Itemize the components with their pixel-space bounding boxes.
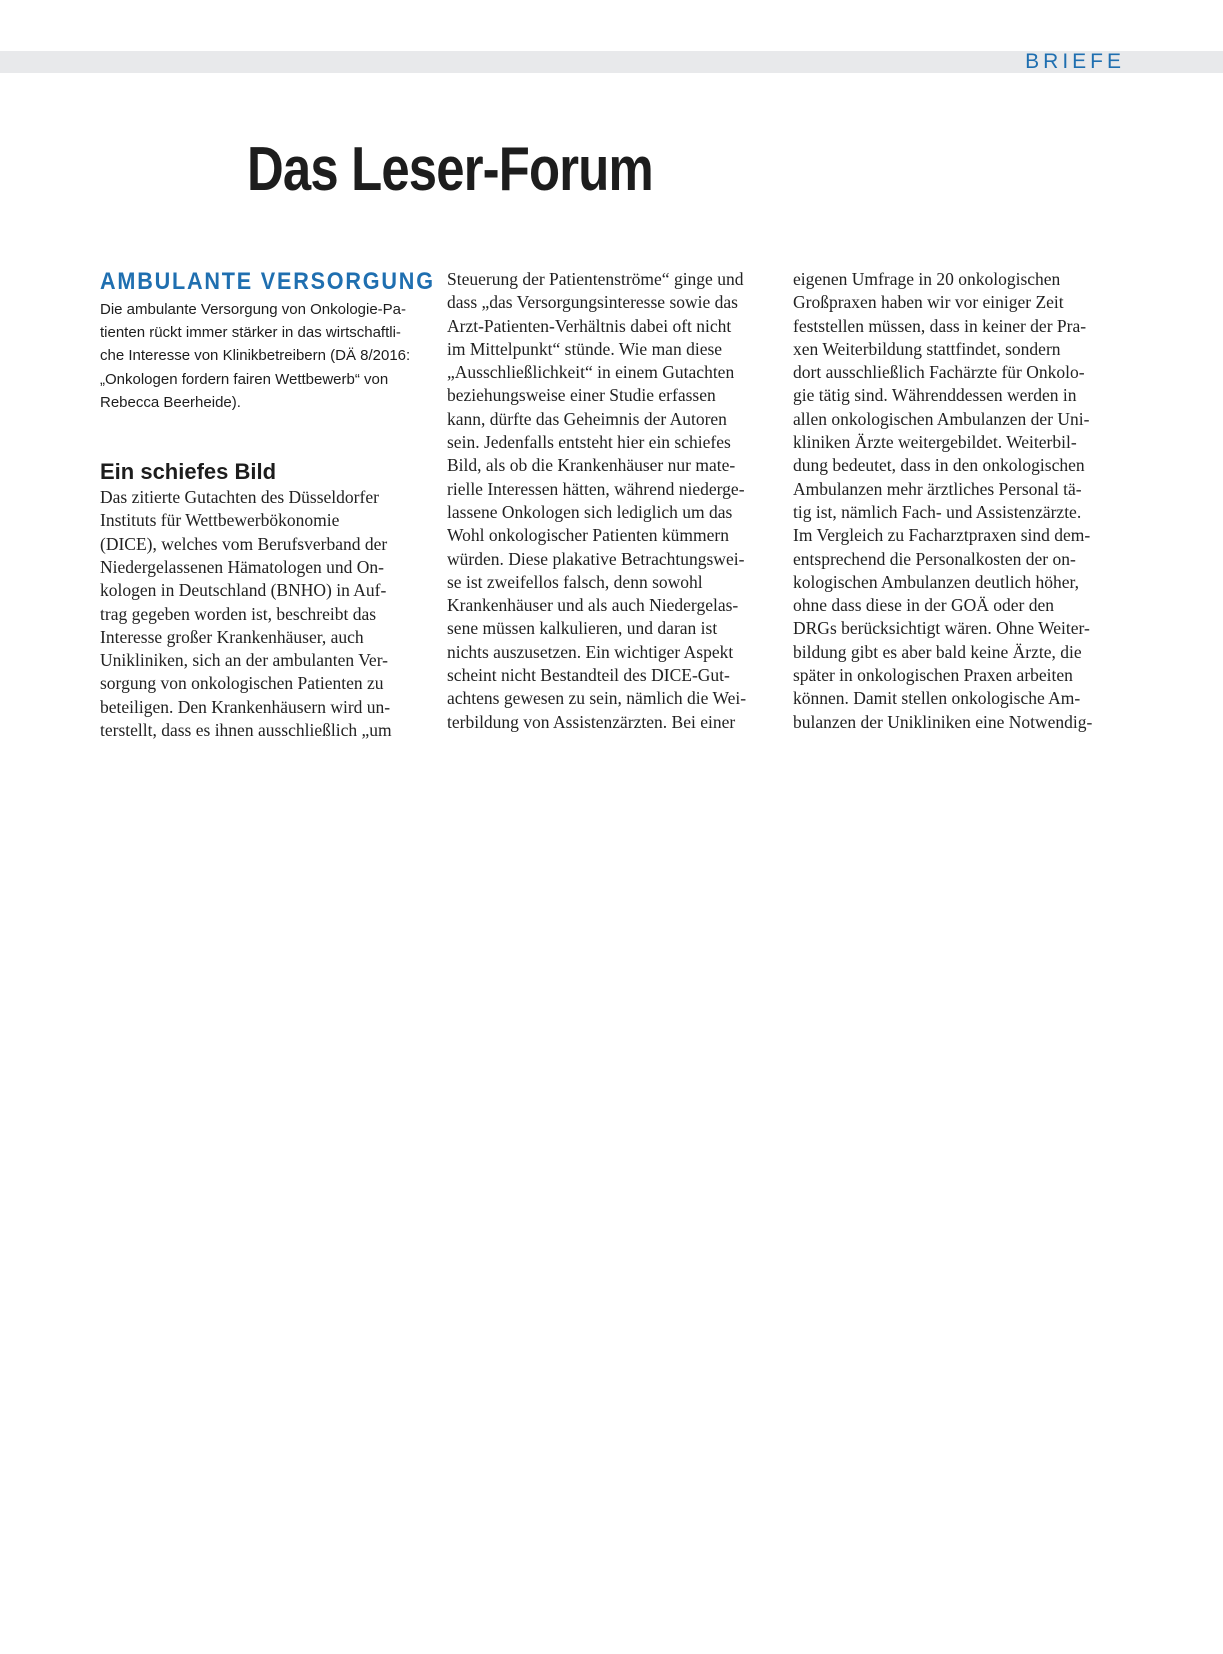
column-3 — [793, 268, 1123, 734]
body-line: sein. Jedenfalls entsteht hier ein schiefes — [447, 432, 731, 453]
section-label: BRIEFE — [1025, 50, 1125, 73]
body-line: tig ist, nämlich Fach- und Assistenzärzte. — [793, 501, 1082, 522]
lead-line: tienten rückt immer stärker in das wirtschaftli- — [100, 324, 401, 342]
lead-line: che Interesse von Klinikbetreibern (DÄ 8/2016: — [100, 347, 411, 365]
body-line: allen onkologischen Ambulanzen der Uni- — [793, 408, 1090, 429]
body-line: kologischen Ambulanzen deutlich höher, — [793, 571, 1080, 592]
body-line: sene müssen kalkulieren, und daran ist — [447, 618, 718, 639]
body-line: feststellen müssen, dass in keiner der Pra- — [793, 315, 1087, 336]
body-line: DRGs berücksichtigt wären. Ohne Weiter- — [793, 618, 1090, 639]
body-line: dort ausschließlich Fachärzte für Onkolo- — [793, 362, 1085, 383]
body-line: Instituts für Wettbewerbökonomie — [100, 510, 340, 531]
body-line: entsprechend die Personalkosten der on- — [793, 548, 1076, 569]
body-line: beteiligen. Den Krankenhäusern wird un- — [100, 696, 391, 717]
body-line: Wohl onkologischer Patienten kümmern — [447, 525, 729, 546]
letter-body-col-2 — [447, 268, 772, 734]
body-line: achtens gewesen zu sein, nämlich die Wei- — [447, 688, 747, 709]
body-line: se ist zweifellos falsch, denn sowohl — [447, 571, 703, 592]
body-line: eigenen Umfrage in 20 onkologischen — [793, 269, 1061, 289]
body-line: später in onkologischen Praxen arbeiten — [793, 665, 1073, 686]
topic-kicker: AMBULANTE VERSORGUNG — [100, 268, 435, 295]
body-line: Das zitierte Gutachten des Düsseldorfer — [100, 487, 379, 508]
column-2 — [447, 268, 772, 734]
body-line: bildung gibt es aber bald keine Ärzte, die — [793, 641, 1082, 662]
lead-line: Die ambulante Versorgung von Onkologie-Pa- — [100, 301, 407, 318]
body-line: trag gegeben worden ist, beschreibt das — [100, 603, 377, 624]
body-line: Steuerung der Patientenströme“ ginge und — [447, 269, 744, 289]
lead-line: Rebecca Beerheide). — [100, 393, 241, 411]
column-1 — [100, 268, 435, 742]
body-line: Niedergelassenen Hämatologen und On- — [100, 556, 384, 577]
letter-body-col-3 — [793, 268, 1123, 734]
body-line: kologen in Deutschland (BNHO) in Auf- — [100, 580, 387, 601]
body-line: scheint nicht Bestandteil des DICE-Gut- — [447, 665, 730, 686]
page-title: Das Leser-Forum — [247, 135, 653, 204]
body-line: würden. Diese plakative Betrachtungswei- — [447, 548, 745, 569]
body-line: beziehungsweise einer Studie erfassen — [447, 385, 716, 406]
body-line: rielle Interessen hätten, während niederge- — [447, 478, 745, 499]
body-line: sorgung von onkologischen Patienten zu — [100, 673, 384, 694]
letter-body-col-1 — [100, 486, 430, 742]
body-line: lassene Onkologen sich lediglich um das — [447, 501, 733, 522]
body-line: Im Vergleich zu Facharztpraxen sind dem- — [793, 525, 1091, 546]
body-line: Arzt-Patienten-Verhältnis dabei oft nicht — [447, 315, 732, 336]
body-line: kann, dürfte das Geheimnis der Autoren — [447, 408, 727, 429]
body-line: Unikliniken, sich an der ambulanten Ver- — [100, 650, 388, 671]
body-line: terstellt, dass es ihnen ausschließlich „um — [100, 719, 392, 740]
body-line: Ambulanzen mehr ärztliches Personal tä- — [793, 478, 1082, 499]
body-line: Krankenhäuser und als auch Niedergelas- — [447, 595, 739, 616]
body-line: xen Weiterbildung stattfindet, sondern — [793, 338, 1061, 359]
body-line: nichts auszusetzen. Ein wichtiger Aspekt — [447, 641, 734, 662]
body-line: „Ausschließlichkeit“ in einem Gutachten — [447, 362, 735, 383]
body-line: ohne dass diese in der GOÄ oder den — [793, 595, 1054, 616]
intro-lead — [100, 298, 430, 414]
body-line: Bild, als ob die Krankenhäuser nur mate- — [447, 455, 736, 476]
body-line: dass „das Versorgungsinteresse sowie das — [447, 292, 738, 313]
lead-line: „Onkologen fordern fairen Wettbewerb“ von — [100, 370, 389, 388]
body-line: Großpraxen haben wir vor einiger Zeit — [793, 292, 1064, 313]
body-line: können. Damit stellen onkologische Am- — [793, 688, 1081, 709]
body-line: (DICE), welches vom Berufsverband der — [100, 533, 388, 554]
letter-headline: Ein schiefes Bild — [100, 459, 277, 485]
body-line: dung bedeutet, dass in den onkologischen — [793, 455, 1085, 476]
body-line: kliniken Ärzte weitergebildet. Weiterbil- — [793, 432, 1077, 453]
body-line: im Mittelpunkt“ stünde. Wie man diese — [447, 338, 723, 359]
body-line: gie tätig sind. Währenddessen werden in — [793, 385, 1077, 406]
body-line: Interesse großer Krankenhäuser, auch — [100, 626, 364, 647]
body-line: bulanzen der Unikliniken eine Notwendig- — [793, 711, 1093, 732]
body-line: terbildung von Assistenzärzten. Bei einer — [447, 711, 736, 732]
